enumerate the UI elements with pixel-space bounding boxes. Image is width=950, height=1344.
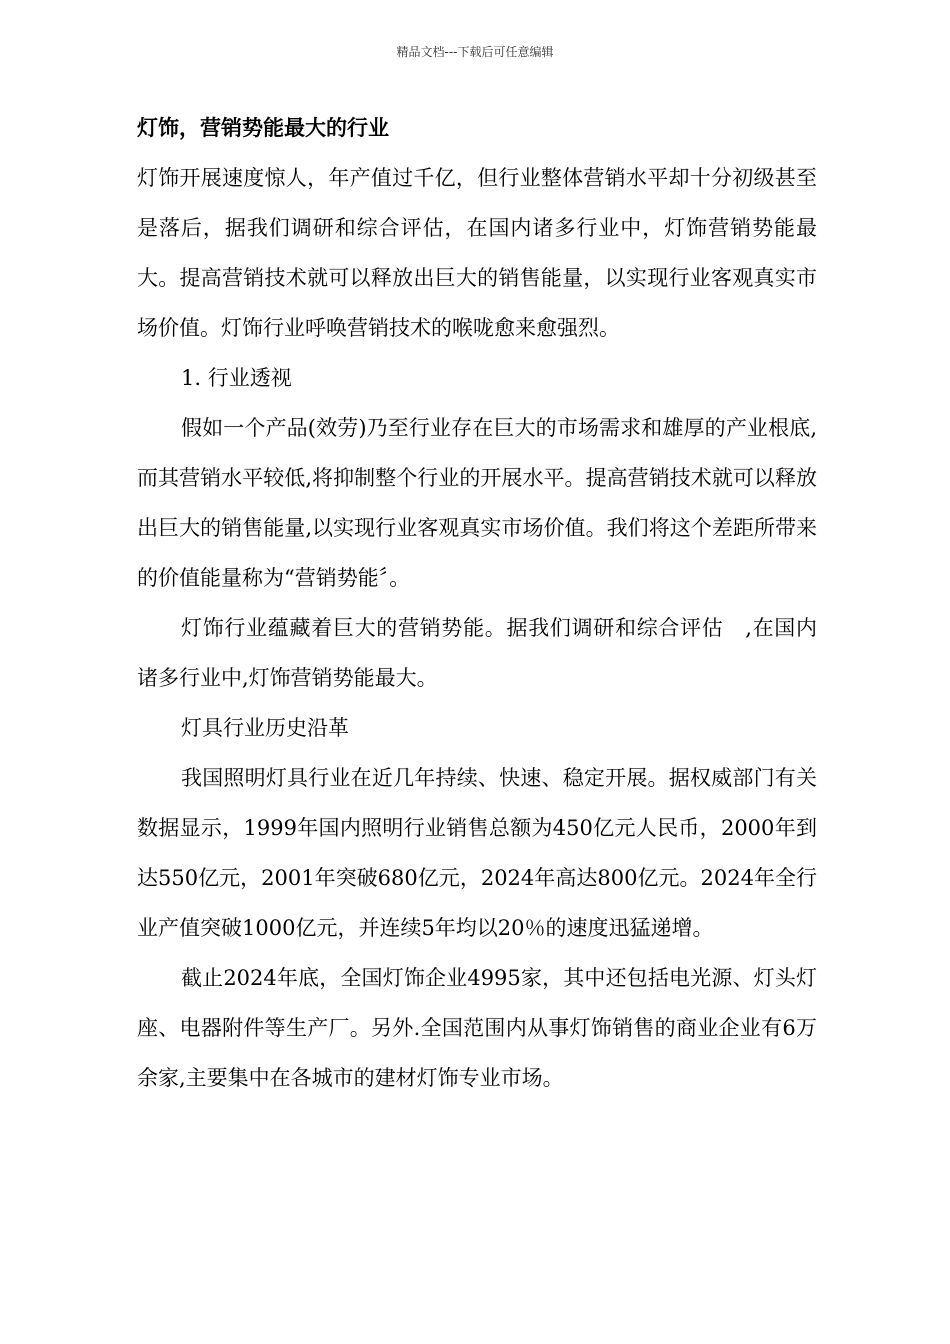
document-title: 灯饰，营销势能最大的行业	[137, 116, 389, 140]
paragraph-marketing-gap: 假如一个产品(效劳)乃至行业存在巨大的市场需求和雄厚的产业根底,而其营销水平较低,将抑制整个行业的开展水平。提高营销技术就可以释放出巨大的销售能量,以实现行业客观真实市场价值。我们将这个差距所带来的价值能量称为“营销势能〞。	[137, 416, 817, 590]
document-body	[137, 108, 817, 1103]
page-header: 精品文档---下载后可任意编辑	[396, 45, 554, 59]
section-heading-industry-view: 1. 行业透视	[181, 366, 292, 390]
paragraph-industry-growth: 我国照明灯具行业在近几年持续、快速、稳定开展。据权威部门有关数据显示，1999年国内照明行业销售总额为450亿元人民币，2000年到达550亿元，2001年突破680亿元，2024年高达800亿元。2024年全行业产值突破1000亿元，并连续5年均以20％的速度迅猛递增。	[137, 766, 817, 940]
section-heading-history: 灯具行业历史沿革	[181, 716, 349, 740]
paragraph-enterprise-count: 截止2024年底，全国灯饰企业4995家，其中还包括电光源、灯头灯座、电器附件等生产厂。另外.全国范围内从事灯饰销售的商业企业有6万余家,主要集中在各城市的建材灯饰专业市场。	[137, 966, 817, 1090]
paragraph-intro: 灯饰开展速度惊人，年产值过千亿，但行业整体营销水平却十分初级甚至是落后，据我们调研和综合评估，在国内诸多行业中，灯饰营销势能最大。提高营销技术就可以释放出巨大的销售能量，以实现行业客观真实市场价值。灯饰行业呼唤营销技术的喉咙愈来愈强烈。	[137, 166, 817, 340]
paragraph-marketing-potential: 灯饰行业蕴藏着巨大的营销势能。据我们调研和综合评估 ,在国内诸多行业中,灯饰营销势能最大。	[137, 616, 817, 690]
